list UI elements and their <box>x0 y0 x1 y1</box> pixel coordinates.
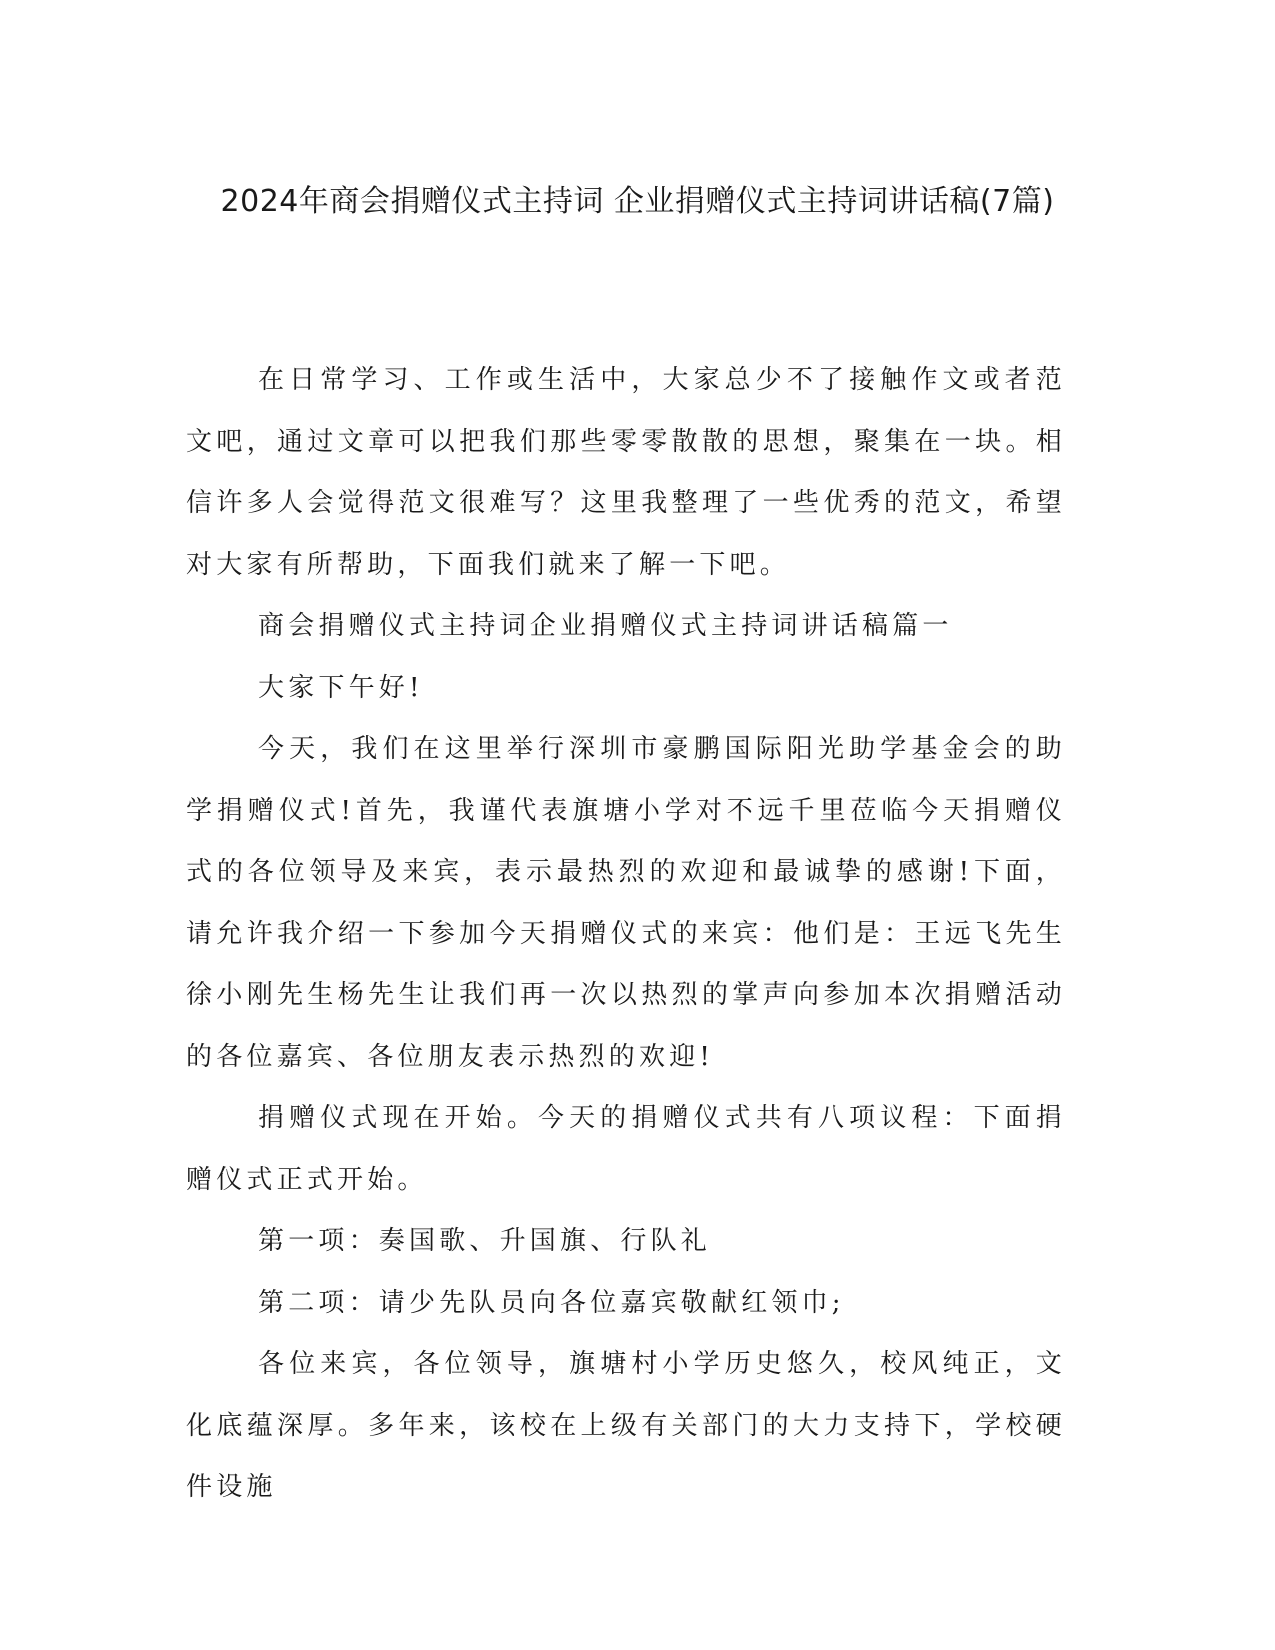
greeting-paragraph: 大家下午好! <box>258 672 424 703</box>
welcome-paragraph: 今天，我们在这里举行深圳市豪鹏国际阳光助学基金会的助学捐赠仪式!首先，我谨代表旗塘小学对不远千里莅临今天捐赠仪式的各位领导及来宾，表示最热烈的欢迎和最诚挚的感谢!下面，请允许我介绍一下参加今天捐赠仪式的来宾：他们是：王远飞先生徐小刚先生杨先生让我们再一次以热烈的掌声向参加本次捐赠活动的各位嘉宾、各位朋友表示热烈的欢迎! <box>186 734 1066 1072</box>
agenda-item-2: 第二项：请少先队员向各位嘉宾敬献红领巾; <box>258 1287 845 1318</box>
agenda-paragraph: 捐赠仪式现在开始。今天的捐赠仪式共有八项议程：下面捐赠仪式正式开始。 <box>186 1103 1066 1195</box>
intro-paragraph: 在日常学习、工作或生活中，大家总少不了接触作文或者范文吧，通过文章可以把我们那些零零散散的思想，聚集在一块。相信许多人会觉得范文很难写？这里我整理了一些优秀的范文，希望对大家有所帮助，下面我们就来了解一下吧。 <box>186 365 1066 580</box>
document-title: 2024年商会捐赠仪式主持词 企业捐赠仪式主持词讲话稿(7篇) <box>220 184 1055 219</box>
school-intro-paragraph: 各位来宾，各位领导，旗塘村小学历史悠久，校风纯正，文化底蕴深厚。多年来，该校在上级有关部门的大力支持下，学校硬件设施 <box>186 1349 1066 1502</box>
document-body <box>186 350 1066 1519</box>
section-heading: 商会捐赠仪式主持词企业捐赠仪式主持词讲话稿篇一 <box>258 611 953 641</box>
agenda-item-1: 第一项：奏国歌、升国旗、行队礼 <box>258 1226 712 1256</box>
